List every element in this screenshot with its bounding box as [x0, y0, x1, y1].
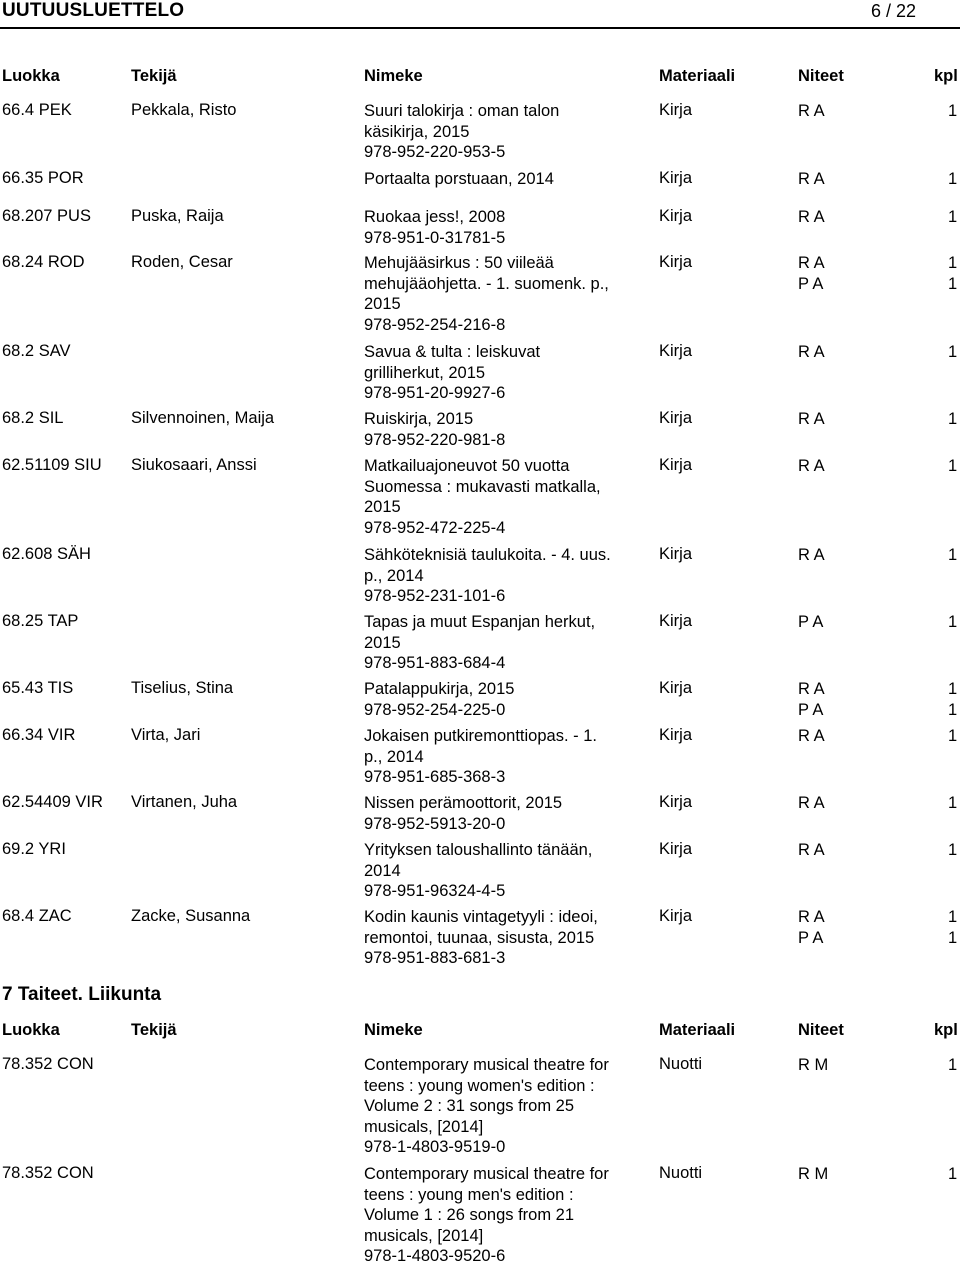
cell-nimeke-line: Ruokaa jess!, 2008: [364, 208, 506, 226]
cell-niteet-line: R A: [798, 794, 825, 812]
cell-niteet: [798, 907, 825, 948]
cell-nimeke: [364, 253, 649, 335]
cell-nimeke-line: Suomessa : mukavasti matkalla,: [364, 477, 601, 496]
cell-luokka: 78.352 CON: [2, 1055, 94, 1073]
cell-nimeke: [364, 679, 649, 720]
cell-niteet: [798, 253, 825, 294]
cell-nimeke-line: musicals, [2014]: [364, 1226, 484, 1245]
cell-niteet: [798, 793, 825, 814]
cell-niteet: [798, 207, 825, 228]
cell-materiaali: Kirja: [659, 907, 693, 925]
cell-kpl: [948, 342, 957, 363]
cell-nimeke-line: musicals, [2014]: [364, 1117, 484, 1136]
cell-nimeke-line: Tapas ja muut Espanjan herkut,: [364, 613, 596, 631]
cell-nimeke-line: 978-952-220-981-8: [364, 430, 506, 449]
cell-niteet-line: R A: [798, 457, 825, 475]
cell-nimeke-line: Kodin kaunis vintagetyyli : ideoi,: [364, 908, 598, 926]
cell-kpl: [948, 679, 957, 720]
cell-nimeke-line: 978-952-5913-20-0: [364, 814, 506, 833]
cell-materiaali: Nuotti: [659, 1055, 703, 1073]
cell-kpl-line: 1: [948, 613, 958, 631]
column-header-tekija: Tekijä: [131, 67, 177, 85]
cell-nimeke-line: 2015: [364, 498, 401, 517]
document-title: UUTUUSLUETTELO: [2, 0, 185, 21]
cell-nimeke-line: 978-951-883-684-4: [364, 654, 506, 673]
page-number: 6 / 22: [870, 1, 916, 21]
cell-kpl: [948, 840, 957, 861]
column-header-luokka: Luokka: [2, 67, 60, 85]
cell-nimeke-line: 978-952-231-101-6: [364, 587, 506, 606]
cell-tekija: Pekkala, Risto: [131, 101, 237, 119]
cell-nimeke-line: Yrityksen taloushallinto tänään,: [364, 841, 593, 859]
cell-nimeke: [364, 456, 649, 538]
cell-luokka: 62.608 SÄH: [2, 545, 91, 563]
cell-kpl-line: 1: [948, 680, 958, 698]
cell-niteet: [798, 612, 823, 633]
cell-tekija: Siukosaari, Anssi: [131, 456, 257, 474]
cell-materiaali: Kirja: [659, 679, 693, 697]
column-header-kpl: kpl: [934, 67, 958, 85]
cell-materiaali: Kirja: [659, 101, 693, 119]
cell-kpl-line: 1: [948, 1165, 958, 1183]
cell-niteet: [798, 679, 825, 720]
cell-tekija: Silvennoinen, Maija: [131, 409, 275, 427]
cell-niteet-line: R A: [798, 727, 825, 745]
cell-niteet-line: R A: [798, 343, 825, 361]
column-header-niteet: Niteet: [798, 1021, 844, 1039]
cell-nimeke-line: 978-952-254-216-8: [364, 315, 506, 334]
cell-nimeke-line: Suuri talokirja : oman talon: [364, 102, 560, 120]
cell-luokka: 68.25 TAP: [2, 612, 79, 630]
cell-niteet-line: R A: [798, 208, 825, 226]
cell-nimeke: [364, 169, 649, 190]
cell-nimeke-line: 2015: [364, 633, 401, 652]
column-header-nimeke: Nimeke: [364, 1021, 423, 1039]
cell-nimeke-line: Jokaisen putkiremonttiopas. - 1.: [364, 727, 597, 745]
cell-kpl-line: 1: [948, 343, 958, 361]
column-header-niteet: Niteet: [798, 67, 844, 85]
cell-nimeke: [364, 101, 649, 163]
cell-nimeke-line: 978-951-0-31781-5: [364, 228, 506, 247]
cell-materiaali: Kirja: [659, 169, 693, 187]
cell-niteet-line: R A: [798, 908, 825, 926]
cell-tekija: Virtanen, Juha: [131, 793, 238, 811]
cell-luokka: 66.4 PEK: [2, 101, 72, 119]
cell-nimeke-line: 978-951-20-9927-6: [364, 384, 506, 403]
cell-nimeke-line: Patalappukirja, 2015: [364, 680, 515, 698]
cell-nimeke-line: 978-951-685-368-3: [364, 768, 506, 787]
cell-niteet-line: R A: [798, 546, 825, 564]
cell-tekija: Roden, Cesar: [131, 253, 233, 271]
cell-nimeke-line: 978-952-254-225-0: [364, 700, 506, 719]
cell-luokka: 62.54409 VIR: [2, 793, 103, 811]
cell-niteet-line: P A: [798, 928, 824, 947]
column-header-row: [0, 67, 960, 89]
cell-nimeke-line: Contemporary musical theatre for: [364, 1056, 609, 1074]
cell-tekija: Tiselius, Stina: [131, 679, 234, 697]
cell-niteet-line: R A: [798, 410, 825, 428]
cell-kpl-line: 1: [948, 841, 958, 859]
cell-luokka: 68.4 ZAC: [2, 907, 72, 925]
cell-niteet: [798, 1164, 828, 1185]
cell-nimeke-line: grilliherkut, 2015: [364, 363, 486, 382]
cell-niteet-line: R M: [798, 1056, 829, 1074]
cell-nimeke-line: p., 2014: [364, 566, 424, 585]
cell-materiaali: Kirja: [659, 726, 693, 744]
cell-luokka: 66.34 VIR: [2, 726, 76, 744]
cell-nimeke-line: mehujääohjetta. - 1. suomenk. p.,: [364, 274, 609, 293]
cell-kpl-line: 1: [948, 908, 958, 926]
cell-nimeke-line: Nissen perämoottorit, 2015: [364, 794, 563, 812]
cell-kpl-line: 1: [948, 928, 958, 947]
cell-kpl-line: 1: [948, 794, 958, 812]
cell-nimeke-line: Savua & tulta : leiskuvat: [364, 343, 541, 361]
cell-luokka: 68.2 SAV: [2, 342, 71, 360]
page-header: [0, 0, 960, 24]
cell-nimeke: [364, 726, 649, 788]
cell-tekija: Puska, Raija: [131, 207, 224, 225]
cell-materiaali: Kirja: [659, 409, 693, 427]
cell-materiaali: Kirja: [659, 793, 693, 811]
column-header-nimeke: Nimeke: [364, 67, 423, 85]
column-header-materiaali: Materiaali: [659, 1021, 736, 1039]
cell-nimeke: [364, 1055, 649, 1158]
cell-luokka: 68.24 ROD: [2, 253, 85, 271]
cell-niteet-line: P A: [798, 700, 824, 719]
cell-kpl: [948, 907, 957, 948]
cell-luokka: 62.51109 SIU: [2, 456, 102, 474]
cell-nimeke-line: remontoi, tuunaa, sisusta, 2015: [364, 928, 595, 947]
cell-nimeke-line: 978-951-96324-4-5: [364, 882, 506, 901]
cell-niteet-line: R A: [798, 680, 825, 698]
cell-materiaali: Nuotti: [659, 1164, 703, 1182]
cell-luokka: 66.35 POR: [2, 169, 84, 187]
cell-tekija: Zacke, Susanna: [131, 907, 251, 925]
cell-materiaali: Kirja: [659, 456, 693, 474]
cell-kpl: [948, 612, 957, 633]
cell-niteet: [798, 409, 825, 430]
column-header-tekija: Tekijä: [131, 1021, 177, 1039]
cell-nimeke-line: 978-951-883-681-3: [364, 949, 506, 968]
cell-nimeke-line: Volume 1 : 26 songs from 21: [364, 1206, 575, 1225]
cell-nimeke: [364, 207, 649, 248]
cell-luokka: 68.207 PUS: [2, 207, 91, 225]
cell-materiaali: Kirja: [659, 545, 693, 563]
cell-niteet-line: R A: [798, 254, 825, 272]
cell-nimeke-line: 978-952-220-953-5: [364, 143, 506, 162]
cell-nimeke: [364, 907, 649, 969]
cell-kpl-line: 1: [948, 102, 958, 120]
cell-materiaali: Kirja: [659, 207, 693, 225]
cell-nimeke: [364, 840, 649, 902]
cell-niteet: [798, 840, 825, 861]
cell-kpl: [948, 545, 957, 566]
column-header-luokka: Luokka: [2, 1021, 60, 1039]
cell-nimeke: [364, 545, 649, 607]
cell-nimeke: [364, 1164, 649, 1267]
cell-kpl: [948, 456, 957, 477]
column-header-materiaali: Materiaali: [659, 67, 736, 85]
header-rule: [0, 27, 960, 29]
cell-nimeke-line: käsikirja, 2015: [364, 122, 470, 141]
cell-niteet: [798, 101, 825, 122]
cell-niteet-line: R A: [798, 102, 825, 120]
cell-nimeke: [364, 342, 649, 404]
cell-nimeke: [364, 612, 649, 674]
cell-kpl: [948, 1164, 957, 1185]
cell-nimeke-line: 2015: [364, 295, 401, 314]
cell-tekija: Virta, Jari: [131, 726, 201, 744]
cell-nimeke-line: teens : young women's edition :: [364, 1076, 595, 1095]
column-header-kpl: kpl: [934, 1021, 958, 1039]
cell-nimeke: [364, 409, 649, 450]
cell-materiaali: Kirja: [659, 253, 693, 271]
cell-nimeke-line: Sähköteknisiä taulukoita. - 4. uus.: [364, 546, 611, 564]
cell-kpl-line: 1: [948, 410, 958, 428]
cell-kpl-line: 1: [948, 170, 958, 188]
cell-nimeke-line: teens : young men's edition :: [364, 1185, 574, 1204]
cell-nimeke-line: Portaalta porstuaan, 2014: [364, 170, 554, 188]
cell-luokka: 69.2 YRI: [2, 840, 66, 858]
cell-niteet-line: R A: [798, 841, 825, 859]
cell-nimeke-line: 978-1-4803-9520-6: [364, 1247, 506, 1266]
cell-nimeke-line: 2014: [364, 861, 401, 880]
cell-niteet-line: R A: [798, 170, 825, 188]
cell-kpl: [948, 169, 957, 190]
cell-kpl-line: 1: [948, 208, 958, 226]
cell-nimeke-line: 978-1-4803-9519-0: [364, 1138, 506, 1157]
cell-niteet-line: P A: [798, 274, 824, 293]
cell-kpl: [948, 726, 957, 747]
cell-luokka: 78.352 CON: [2, 1164, 94, 1182]
cell-luokka: 65.43 TIS: [2, 679, 74, 697]
cell-materiaali: Kirja: [659, 612, 693, 630]
cell-kpl-line: 1: [948, 700, 958, 719]
cell-niteet: [798, 169, 825, 190]
cell-kpl: [948, 1055, 957, 1076]
cell-nimeke-line: Ruiskirja, 2015: [364, 410, 474, 428]
cell-materiaali: Kirja: [659, 342, 693, 360]
cell-kpl: [948, 793, 957, 814]
column-header-row-2: [0, 1021, 960, 1043]
cell-niteet-line: R M: [798, 1165, 829, 1183]
cell-nimeke-line: Matkailuajoneuvot 50 vuotta: [364, 457, 570, 475]
cell-niteet: [798, 726, 825, 747]
cell-kpl-line: 1: [948, 274, 958, 293]
cell-niteet: [798, 545, 825, 566]
cell-niteet: [798, 1055, 828, 1076]
cell-kpl-line: 1: [948, 546, 958, 564]
cell-nimeke-line: 978-952-472-225-4: [364, 518, 506, 537]
cell-nimeke-line: Volume 2 : 31 songs from 25: [364, 1097, 575, 1116]
cell-kpl: [948, 207, 957, 228]
cell-nimeke-line: p., 2014: [364, 747, 424, 766]
section-title: 7 Taiteet. Liikunta: [2, 984, 162, 1005]
cell-nimeke-line: Mehujääsirkus : 50 viileää: [364, 254, 554, 272]
cell-kpl: [948, 409, 957, 430]
cell-niteet: [798, 456, 825, 477]
cell-materiaali: Kirja: [659, 840, 693, 858]
cell-kpl: [948, 101, 957, 122]
cell-kpl-line: 1: [948, 1056, 958, 1074]
cell-niteet: [798, 342, 825, 363]
cell-nimeke: [364, 793, 649, 834]
cell-niteet-line: P A: [798, 613, 824, 631]
cell-luokka: 68.2 SIL: [2, 409, 64, 427]
cell-kpl-line: 1: [948, 727, 958, 745]
cell-kpl-line: 1: [948, 254, 958, 272]
cell-kpl: [948, 253, 957, 294]
cell-nimeke-line: Contemporary musical theatre for: [364, 1165, 609, 1183]
cell-kpl-line: 1: [948, 457, 958, 475]
